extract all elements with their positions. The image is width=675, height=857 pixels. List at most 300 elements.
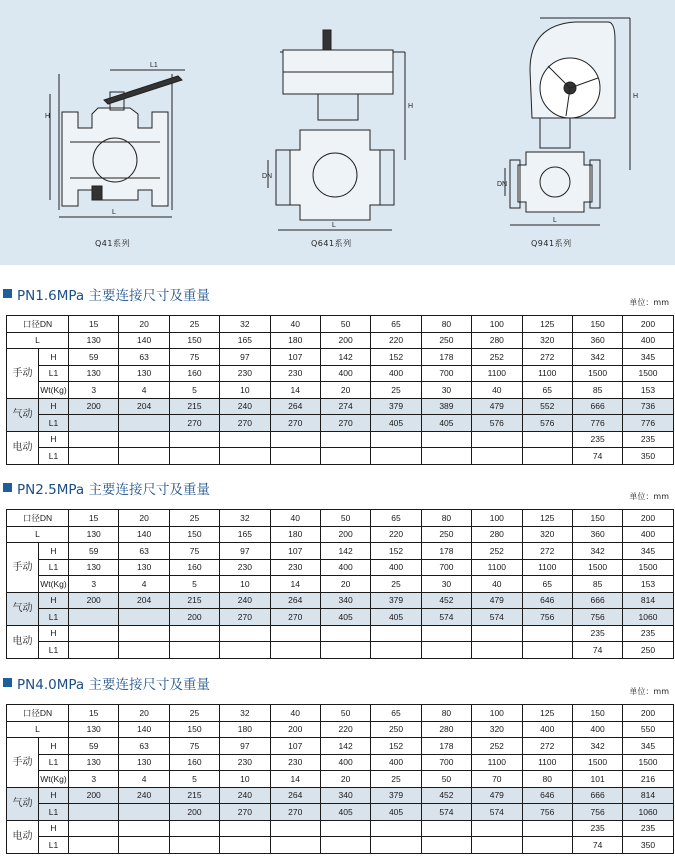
value-cell: 107 bbox=[270, 349, 320, 366]
value-cell: 180 bbox=[270, 332, 320, 349]
value-cell: 400 bbox=[572, 721, 622, 738]
electric-h-row bbox=[7, 820, 674, 837]
value-cell: 776 bbox=[572, 415, 622, 432]
value-cell: 59 bbox=[69, 738, 119, 755]
value-cell: 150 bbox=[169, 721, 219, 738]
row-label-cell: L bbox=[7, 526, 69, 543]
value-cell bbox=[472, 820, 522, 837]
group-label-cell: 气动 bbox=[7, 787, 39, 820]
row-label-cell: H bbox=[39, 625, 69, 642]
value-cell: 25 bbox=[371, 771, 421, 788]
value-cell: 270 bbox=[270, 415, 320, 432]
dn-cell: 20 bbox=[119, 705, 169, 722]
value-cell: 1500 bbox=[572, 754, 622, 771]
value-cell: 230 bbox=[220, 754, 270, 771]
value-cell bbox=[220, 448, 270, 465]
section-pn40 bbox=[0, 672, 675, 850]
dn-cell: 32 bbox=[220, 705, 270, 722]
value-cell bbox=[472, 642, 522, 659]
value-cell: 85 bbox=[572, 576, 622, 593]
value-cell bbox=[69, 625, 119, 642]
value-cell: 40 bbox=[472, 576, 522, 593]
value-cell: 130 bbox=[69, 559, 119, 576]
value-cell: 405 bbox=[371, 804, 421, 821]
value-cell: 235 bbox=[623, 820, 673, 837]
group-label-cell: 手动 bbox=[7, 738, 39, 788]
value-cell bbox=[522, 820, 572, 837]
value-cell: 59 bbox=[69, 349, 119, 366]
value-cell: 400 bbox=[320, 365, 370, 382]
value-cell bbox=[472, 448, 522, 465]
value-cell: 50 bbox=[421, 771, 471, 788]
value-cell bbox=[69, 820, 119, 837]
value-cell bbox=[371, 837, 421, 854]
value-cell: 250 bbox=[421, 526, 471, 543]
value-cell: 160 bbox=[169, 559, 219, 576]
value-cell: 280 bbox=[472, 526, 522, 543]
value-cell bbox=[69, 448, 119, 465]
pneumatic-h-row bbox=[7, 787, 674, 804]
value-cell: 65 bbox=[522, 382, 572, 399]
value-cell: 142 bbox=[320, 543, 370, 560]
value-cell: 130 bbox=[69, 526, 119, 543]
value-cell: 272 bbox=[522, 543, 572, 560]
value-cell: 666 bbox=[572, 592, 622, 609]
dn-cell: 15 bbox=[69, 705, 119, 722]
weight-row bbox=[7, 576, 674, 593]
value-cell: 3 bbox=[69, 576, 119, 593]
value-cell: 700 bbox=[421, 365, 471, 382]
value-cell: 240 bbox=[220, 592, 270, 609]
value-cell: 25 bbox=[371, 576, 421, 593]
dn-cell: 80 bbox=[421, 510, 471, 527]
value-cell: 5 bbox=[169, 382, 219, 399]
value-cell: 215 bbox=[169, 398, 219, 415]
value-cell bbox=[522, 837, 572, 854]
value-cell bbox=[472, 431, 522, 448]
value-cell: 264 bbox=[270, 787, 320, 804]
value-cell bbox=[472, 837, 522, 854]
value-cell: 14 bbox=[270, 576, 320, 593]
value-cell: 150 bbox=[169, 332, 219, 349]
row-label-cell: H bbox=[39, 787, 69, 804]
value-cell bbox=[169, 820, 219, 837]
header-label-cell: 口径DN bbox=[7, 510, 69, 527]
value-cell: 142 bbox=[320, 349, 370, 366]
value-cell: 200 bbox=[69, 592, 119, 609]
value-cell: 230 bbox=[270, 365, 320, 382]
value-cell bbox=[69, 609, 119, 626]
value-cell: 200 bbox=[69, 787, 119, 804]
value-cell: 20 bbox=[320, 382, 370, 399]
row-label-cell: H bbox=[39, 349, 69, 366]
value-cell: 97 bbox=[220, 349, 270, 366]
value-cell: 230 bbox=[270, 559, 320, 576]
value-cell bbox=[320, 642, 370, 659]
value-cell: 272 bbox=[522, 738, 572, 755]
value-cell: 379 bbox=[371, 592, 421, 609]
value-cell: 130 bbox=[69, 365, 119, 382]
valve-drawings-svg bbox=[0, 0, 675, 265]
value-cell: 235 bbox=[572, 431, 622, 448]
value-cell: 101 bbox=[572, 771, 622, 788]
value-cell bbox=[69, 415, 119, 432]
weight-row bbox=[7, 771, 674, 788]
square-marker-icon bbox=[3, 289, 12, 298]
group-label-cell: 气动 bbox=[7, 398, 39, 431]
value-cell bbox=[220, 642, 270, 659]
value-cell: 200 bbox=[169, 804, 219, 821]
value-cell: 153 bbox=[623, 576, 673, 593]
value-cell: 75 bbox=[169, 349, 219, 366]
q941-caption: Q941系列 bbox=[531, 239, 572, 248]
value-cell: 379 bbox=[371, 787, 421, 804]
row-label-cell: Wt(Kg) bbox=[39, 576, 69, 593]
value-cell: 4 bbox=[119, 771, 169, 788]
value-cell: 80 bbox=[522, 771, 572, 788]
value-cell bbox=[371, 642, 421, 659]
q41-dim-l1: L1 bbox=[150, 62, 158, 69]
q941-dim-h: H bbox=[633, 93, 639, 100]
value-cell: 215 bbox=[169, 787, 219, 804]
value-cell: 10 bbox=[220, 771, 270, 788]
length-row bbox=[7, 332, 674, 349]
value-cell: 152 bbox=[371, 543, 421, 560]
value-cell: 70 bbox=[472, 771, 522, 788]
row-label-cell: Wt(Kg) bbox=[39, 382, 69, 399]
value-cell: 140 bbox=[119, 721, 169, 738]
section-pn25 bbox=[0, 477, 675, 655]
q641-dim-h: H bbox=[408, 103, 414, 110]
value-cell: 320 bbox=[522, 526, 572, 543]
length-row bbox=[7, 721, 674, 738]
value-cell: 452 bbox=[421, 592, 471, 609]
value-cell: 160 bbox=[169, 365, 219, 382]
q941-dim-l: L bbox=[553, 217, 557, 224]
value-cell: 400 bbox=[623, 526, 673, 543]
row-label-cell: L1 bbox=[39, 642, 69, 659]
value-cell: 646 bbox=[522, 787, 572, 804]
value-cell: 400 bbox=[371, 559, 421, 576]
value-cell: 405 bbox=[320, 804, 370, 821]
value-cell: 400 bbox=[522, 721, 572, 738]
value-cell: 130 bbox=[69, 754, 119, 771]
value-cell: 320 bbox=[522, 332, 572, 349]
value-cell: 1100 bbox=[522, 754, 572, 771]
value-cell bbox=[421, 642, 471, 659]
manual-h-row bbox=[7, 349, 674, 366]
manual-l1-row bbox=[7, 754, 674, 771]
value-cell bbox=[472, 625, 522, 642]
value-cell: 165 bbox=[220, 526, 270, 543]
group-label-cell: 电动 bbox=[7, 625, 39, 658]
value-cell: 20 bbox=[320, 576, 370, 593]
q41-caption: Q41系列 bbox=[95, 239, 130, 248]
value-cell: 700 bbox=[421, 754, 471, 771]
value-cell: 4 bbox=[119, 576, 169, 593]
value-cell: 550 bbox=[623, 721, 673, 738]
value-cell: 574 bbox=[421, 804, 471, 821]
value-cell: 400 bbox=[320, 559, 370, 576]
value-cell: 756 bbox=[572, 609, 622, 626]
dn-cell: 32 bbox=[220, 510, 270, 527]
value-cell: 230 bbox=[220, 365, 270, 382]
value-cell: 814 bbox=[623, 592, 673, 609]
q641-dim-l: L bbox=[332, 222, 336, 229]
dn-cell: 32 bbox=[220, 316, 270, 333]
value-cell: 235 bbox=[572, 820, 622, 837]
value-cell: 776 bbox=[623, 415, 673, 432]
value-cell: 574 bbox=[472, 609, 522, 626]
value-cell: 270 bbox=[270, 804, 320, 821]
value-cell: 200 bbox=[69, 398, 119, 415]
value-cell bbox=[119, 415, 169, 432]
dn-cell: 200 bbox=[623, 316, 673, 333]
electric-h-row bbox=[7, 431, 674, 448]
value-cell: 379 bbox=[371, 398, 421, 415]
value-cell: 3 bbox=[69, 771, 119, 788]
manual-l1-row bbox=[7, 365, 674, 382]
value-cell: 350 bbox=[623, 448, 673, 465]
value-cell: 178 bbox=[421, 349, 471, 366]
value-cell bbox=[270, 820, 320, 837]
dn-cell: 150 bbox=[572, 510, 622, 527]
value-cell: 220 bbox=[320, 721, 370, 738]
row-label-cell: L1 bbox=[39, 448, 69, 465]
value-cell: 3 bbox=[69, 382, 119, 399]
section-title: PN4.0MPa 主要连接尺寸及重量 bbox=[17, 677, 210, 693]
value-cell bbox=[320, 820, 370, 837]
value-cell bbox=[69, 642, 119, 659]
value-cell: 342 bbox=[572, 349, 622, 366]
value-cell: 452 bbox=[421, 787, 471, 804]
value-cell bbox=[320, 431, 370, 448]
value-cell: 350 bbox=[623, 837, 673, 854]
value-cell bbox=[119, 609, 169, 626]
value-cell: 97 bbox=[220, 543, 270, 560]
dn-cell: 150 bbox=[572, 316, 622, 333]
value-cell: 180 bbox=[270, 526, 320, 543]
q641-valve-drawing bbox=[268, 30, 405, 230]
value-cell: 280 bbox=[472, 332, 522, 349]
value-cell: 250 bbox=[421, 332, 471, 349]
value-cell: 574 bbox=[472, 804, 522, 821]
value-cell: 756 bbox=[522, 804, 572, 821]
value-cell: 666 bbox=[572, 398, 622, 415]
value-cell: 272 bbox=[522, 349, 572, 366]
value-cell: 230 bbox=[220, 559, 270, 576]
value-cell: 666 bbox=[572, 787, 622, 804]
valve-drawings-panel bbox=[0, 0, 675, 265]
dn-cell: 40 bbox=[270, 316, 320, 333]
value-cell bbox=[421, 820, 471, 837]
value-cell bbox=[421, 837, 471, 854]
value-cell: 736 bbox=[623, 398, 673, 415]
row-label-cell: H bbox=[39, 543, 69, 560]
value-cell bbox=[119, 837, 169, 854]
value-cell: 178 bbox=[421, 738, 471, 755]
value-cell: 40 bbox=[472, 382, 522, 399]
dn-cell: 125 bbox=[522, 316, 572, 333]
value-cell: 130 bbox=[69, 721, 119, 738]
value-cell: 178 bbox=[421, 543, 471, 560]
value-cell: 340 bbox=[320, 592, 370, 609]
value-cell bbox=[270, 448, 320, 465]
value-cell: 200 bbox=[169, 609, 219, 626]
value-cell bbox=[69, 837, 119, 854]
q41-valve-drawing bbox=[50, 70, 185, 217]
value-cell: 235 bbox=[623, 625, 673, 642]
value-cell: 479 bbox=[472, 398, 522, 415]
dn-cell: 200 bbox=[623, 705, 673, 722]
value-cell: 97 bbox=[220, 738, 270, 755]
group-label-cell: 手动 bbox=[7, 543, 39, 593]
value-cell: 270 bbox=[169, 415, 219, 432]
value-cell: 152 bbox=[371, 738, 421, 755]
dimension-table bbox=[6, 704, 674, 854]
value-cell: 220 bbox=[371, 332, 421, 349]
row-label-cell: H bbox=[39, 738, 69, 755]
value-cell: 59 bbox=[69, 543, 119, 560]
value-cell bbox=[119, 642, 169, 659]
dn-cell: 50 bbox=[320, 316, 370, 333]
value-cell bbox=[169, 625, 219, 642]
row-label-cell: H bbox=[39, 592, 69, 609]
value-cell: 215 bbox=[169, 592, 219, 609]
value-cell: 264 bbox=[270, 592, 320, 609]
q41-dim-l: L bbox=[112, 209, 116, 216]
group-label-cell: 手动 bbox=[7, 349, 39, 399]
value-cell: 270 bbox=[320, 415, 370, 432]
value-cell: 814 bbox=[623, 787, 673, 804]
pneumatic-l1-row bbox=[7, 804, 674, 821]
value-cell: 130 bbox=[119, 365, 169, 382]
pneumatic-l1-row bbox=[7, 609, 674, 626]
dn-cell: 200 bbox=[623, 510, 673, 527]
value-cell: 252 bbox=[472, 738, 522, 755]
value-cell bbox=[119, 448, 169, 465]
value-cell: 1500 bbox=[572, 365, 622, 382]
table-header-row bbox=[7, 510, 674, 527]
value-cell bbox=[220, 820, 270, 837]
q941-valve-drawing bbox=[505, 18, 630, 225]
value-cell: 479 bbox=[472, 592, 522, 609]
dn-cell: 80 bbox=[421, 705, 471, 722]
dimension-table bbox=[6, 509, 674, 659]
dn-cell: 125 bbox=[522, 510, 572, 527]
value-cell: 74 bbox=[572, 448, 622, 465]
value-cell bbox=[169, 431, 219, 448]
electric-l1-row bbox=[7, 448, 674, 465]
value-cell: 576 bbox=[522, 415, 572, 432]
row-label-cell: L1 bbox=[39, 837, 69, 854]
value-cell: 74 bbox=[572, 642, 622, 659]
value-cell: 280 bbox=[421, 721, 471, 738]
value-cell: 274 bbox=[320, 398, 370, 415]
dn-cell: 40 bbox=[270, 510, 320, 527]
section-header bbox=[0, 477, 675, 499]
group-label-cell: 电动 bbox=[7, 431, 39, 464]
value-cell bbox=[320, 837, 370, 854]
value-cell: 345 bbox=[623, 738, 673, 755]
dimension-table bbox=[6, 315, 674, 465]
value-cell bbox=[421, 625, 471, 642]
value-cell bbox=[371, 431, 421, 448]
value-cell: 405 bbox=[421, 415, 471, 432]
value-cell: 25 bbox=[371, 382, 421, 399]
dn-cell: 20 bbox=[119, 316, 169, 333]
dn-cell: 50 bbox=[320, 510, 370, 527]
value-cell: 400 bbox=[371, 754, 421, 771]
value-cell: 270 bbox=[220, 804, 270, 821]
value-cell: 20 bbox=[320, 771, 370, 788]
value-cell bbox=[320, 625, 370, 642]
pneumatic-h-row bbox=[7, 592, 674, 609]
value-cell: 340 bbox=[320, 787, 370, 804]
value-cell: 270 bbox=[220, 609, 270, 626]
value-cell: 4 bbox=[119, 382, 169, 399]
value-cell: 75 bbox=[169, 543, 219, 560]
row-label-cell: Wt(Kg) bbox=[39, 771, 69, 788]
dn-cell: 20 bbox=[119, 510, 169, 527]
value-cell bbox=[119, 804, 169, 821]
section-pn16 bbox=[0, 283, 675, 461]
value-cell: 85 bbox=[572, 382, 622, 399]
weight-row bbox=[7, 382, 674, 399]
value-cell: 405 bbox=[371, 609, 421, 626]
value-cell: 552 bbox=[522, 398, 572, 415]
value-cell: 107 bbox=[270, 543, 320, 560]
value-cell: 220 bbox=[371, 526, 421, 543]
dn-cell: 100 bbox=[472, 705, 522, 722]
value-cell: 1060 bbox=[623, 804, 673, 821]
manual-l1-row bbox=[7, 559, 674, 576]
value-cell: 130 bbox=[69, 332, 119, 349]
pneumatic-h-row bbox=[7, 398, 674, 415]
value-cell: 1500 bbox=[623, 559, 673, 576]
value-cell: 107 bbox=[270, 738, 320, 755]
group-label-cell: 电动 bbox=[7, 820, 39, 853]
value-cell bbox=[119, 820, 169, 837]
value-cell: 235 bbox=[623, 431, 673, 448]
value-cell: 252 bbox=[472, 349, 522, 366]
dn-cell: 50 bbox=[320, 705, 370, 722]
header-label-cell: 口径DN bbox=[7, 705, 69, 722]
value-cell: 360 bbox=[572, 526, 622, 543]
q641-dim-dn: DN bbox=[262, 173, 273, 180]
value-cell: 140 bbox=[119, 332, 169, 349]
value-cell: 204 bbox=[119, 592, 169, 609]
group-label-cell: 气动 bbox=[7, 592, 39, 625]
dn-cell: 40 bbox=[270, 705, 320, 722]
dn-cell: 15 bbox=[69, 510, 119, 527]
value-cell: 180 bbox=[220, 721, 270, 738]
value-cell: 270 bbox=[220, 415, 270, 432]
value-cell: 1100 bbox=[472, 754, 522, 771]
unit-label: 单位：mm bbox=[629, 298, 669, 307]
value-cell: 1100 bbox=[522, 365, 572, 382]
row-label-cell: L1 bbox=[39, 415, 69, 432]
table-header-row bbox=[7, 316, 674, 333]
value-cell: 63 bbox=[119, 543, 169, 560]
manual-h-row bbox=[7, 543, 674, 560]
square-marker-icon bbox=[3, 483, 12, 492]
value-cell: 152 bbox=[371, 349, 421, 366]
dn-cell: 15 bbox=[69, 316, 119, 333]
row-label-cell: H bbox=[39, 398, 69, 415]
value-cell bbox=[169, 837, 219, 854]
value-cell: 204 bbox=[119, 398, 169, 415]
